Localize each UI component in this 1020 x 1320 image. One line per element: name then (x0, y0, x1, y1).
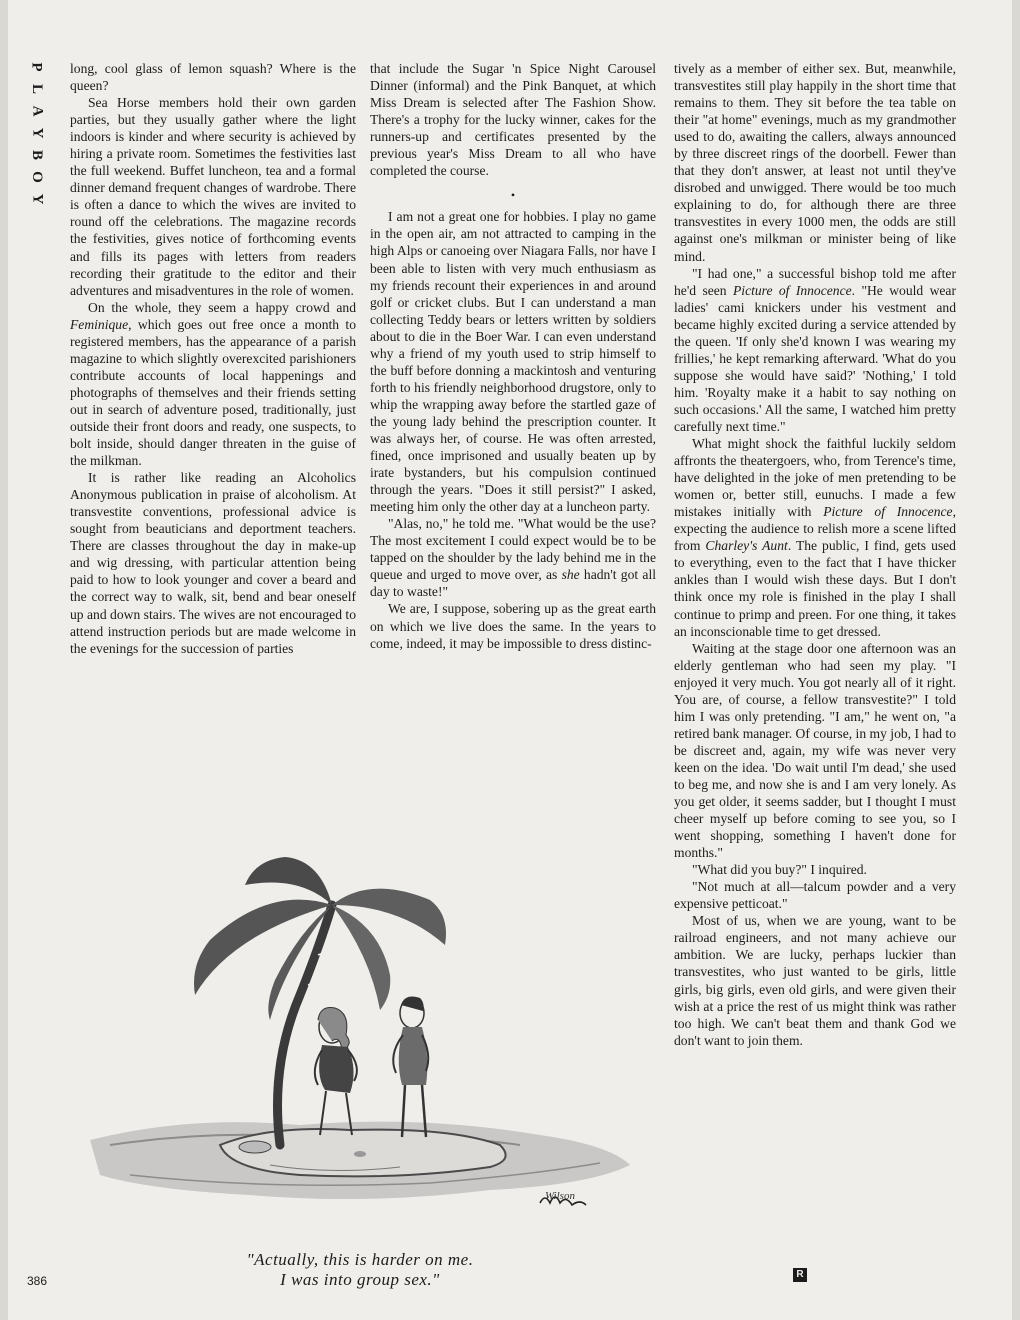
text-run: "I had one," a successful bishop told me after he'd seen (674, 265, 956, 298)
text-run: What might shock the faithful luckily seldom affronts the theatergoers, who, from Terence's time, have delighted in the joke of men pretending to be women or, better still, eunuchs. I made a few mistakes initially with (674, 436, 956, 520)
page-number: 386 (27, 1274, 48, 1288)
text-run: On the whole, they seem a happy crowd and (88, 299, 356, 315)
paragraph (370, 515, 656, 600)
brand-letter: L (28, 83, 45, 95)
brand-letter: B (28, 149, 45, 161)
emphasis: she (561, 567, 580, 583)
paragraph: "What did you buy?" I inquired. (692, 862, 867, 878)
play-title: Charley's Aunt (705, 538, 788, 554)
text-run: . "He would wear ladies' cami knickers under his vestment and became highly excited during a service attended by the queen. 'If only she'd known I was wearing my frillies,' he kept remarking afterward. 'What do you suppose she would have said?' 'Nothing,' I told him. 'Royalty make it a habit to say nothing on such occasions.' All the same, I watched him pretty carefully next time." (674, 282, 956, 434)
page-edge-right (1012, 0, 1020, 1320)
brand-letter: P (28, 62, 45, 72)
brand-letter: Y (29, 127, 45, 139)
text-column-3 (674, 60, 956, 1049)
cartoon-caption (150, 1250, 570, 1290)
play-title: Picture of Innocence (732, 282, 852, 298)
paragraph: Waiting at the stage door one afternoon was an elderly gentleman who had seen my play. "I enjoyed it very much. You got nearly all of it right. You are, of course, a fellow transvestite?" I told him I was only pretending. "I am," he went on, "a retired bank manager. Of course, in my job, I had to be discreet and, again, my wife was never very keen on the idea. 'Do wait until I'm dead,' she used to beg me, and now she is and I am very lonely. As you get older, it seems sadder, but I thought I must cheer myself up before coming to see you, so I went shopping, something I haven't done for months." (674, 640, 956, 861)
text-run: "Alas, no," he told me. "What would be the use? The most excitement I could expect would be to be tapped on the shoulder by the lady behind me in the queue and urged to move over, as (370, 516, 656, 583)
text-column-1 (70, 60, 356, 657)
text-run: , which goes out free once a month to registered members, has the appearance of a parish magazine to which slightly overexcited parishioners contribute accounts of local happenings and photographs of themselves and their friends setting out in search of adventure posed, traditionally, just outside their front doors and ready, one suspects, to bolt inside, should danger threaten in the guise of the milkman. (70, 316, 356, 469)
caption-line: "Actually, this is harder on me. (246, 1250, 474, 1269)
paragraph: long, cool glass of lemon squash? Where is the queen? (70, 61, 356, 94)
paragraph: Most of us, when we are young, want to be railroad engineers, and not many achieve our ambition. We are lucky, perhaps luckier than transvestites, who just wanted to be girls, little girls, big girls, even old girls, and were given their wish at a price the rest of us might think was rather too high. We can't beat them and thank God we don't want to join them. (674, 913, 956, 1048)
cartoon-signature: Wilson (545, 1190, 575, 1202)
paragraph: Sea Horse members hold their own garden parties, but they usually gather where the light indoors is kinder and where security is achieved by hiring a private room. Sometimes the festivities last the full weekend. Buffet luncheon, tea and a formal dinner demand frequent changes of wardrobe. There is often a dance to which the wives are invited to round off the celebrations. The magazine records the festivities, gives notice of forthcoming events and fills its pages with letters from readers recording their gratitude to the editor and their adventures and misadventures in the role of women. (70, 95, 356, 298)
paragraph: I am not a great one for hobbies. I play no game in the open air, am not attracted to camping in the high Alps or canoeing over Niagara Falls, nor have I been able to listen with very much enthusiasm as my friends recount their experiences in and around golf or cricket clubs. But I can understand a man collecting Teddy bears or letters written by soldiers about to die in the Boer War. I can even understand why a friend of my youth used to strip himself to the buff before donning a mackintosh and venturing forth to his friendly neighborhood drugstore, only to whip the wrapping away before the startled gaze of the young lady behind the prescription counter. It was always her, of course. He was often arrested, fined, once imprisoned and usually beaten up by irate bystanders, but his compulsion continued through the years. "Does it still persist?" I asked, meeting him only the other day at a luncheon party. (370, 209, 656, 515)
text-column-2 (370, 60, 656, 652)
brand-letter: O (28, 171, 45, 183)
paragraph (674, 265, 956, 435)
text-run: hadn't got all day to waste!" (370, 567, 657, 600)
paragraph: We are, I suppose, sobering up as the great earth on which we live does the same. In the years to come, indeed, it may be impossible to dress distinc- (370, 601, 656, 651)
paragraph: that include the Sugar 'n Spice Night Carousel Dinner (informal) and the Pink Banquet, at which Miss Dream is selected after The Fashion Show. There's a trophy for the lucky winner, cakes for the runners-up and certificates presented by the previous year's Miss Dream to all who have completed the course. (370, 61, 656, 179)
text-run: . The public, I find, gets used to everything, even to the fact that I have thicker ankles than I would wish these days. But I don't think once my role is finished in the play I shall continue to primp and preen. For one thing, it takes an inconscionable time to get dressed. (674, 538, 956, 639)
paragraph: It is rather like reading an Alcoholics Anonymous publication in praise of alcoholism. At transvestite conventions, professional advice is sought from beauticians and deportment teachers. There are classes throughout the day in make-up and wig dressing, with particular attention being paid to how to look younger and cover a beard and the correct way to walk, sit, bend and bear oneself up and down stairs. The wives are not encouraged to attend instruction periods but are made welcome in the evenings for the succession of parties (70, 470, 356, 656)
play-title: Picture of Innocence (823, 504, 953, 520)
magazine-title: Feminique (70, 316, 129, 332)
paragraph (674, 435, 956, 640)
text-run: , expecting the audience to relish more a scene lifted from (674, 504, 956, 554)
paragraph: "Not much at all—talcum powder and a very expensive petticoat." (674, 879, 956, 912)
caption-line: I was into group sex." (280, 1270, 440, 1289)
paragraph: tively as a member of either sex. But, meanwhile, transvestites still play happily in the short time that remains to them. They sit before the tea table on their "at home" evenings, much as my grandmother used to do, awaiting the callers, always announced by three discreet rings of the doorbell. Fewer than that they don't answer, at least not until they've disrobed and unwigged. There would be too much explaining to do, for although there are three transvestites in every 1000 men, the odds are still against one's milkman or minister being of like mind. (674, 61, 956, 264)
page-edge-left (0, 0, 8, 1320)
brand-vertical (26, 56, 48, 210)
brand-letter: A (29, 105, 45, 117)
brand-letter: Y (29, 193, 45, 205)
section-break: • (510, 188, 516, 203)
paragraph (70, 299, 356, 469)
end-mark-icon: R (793, 1268, 807, 1282)
